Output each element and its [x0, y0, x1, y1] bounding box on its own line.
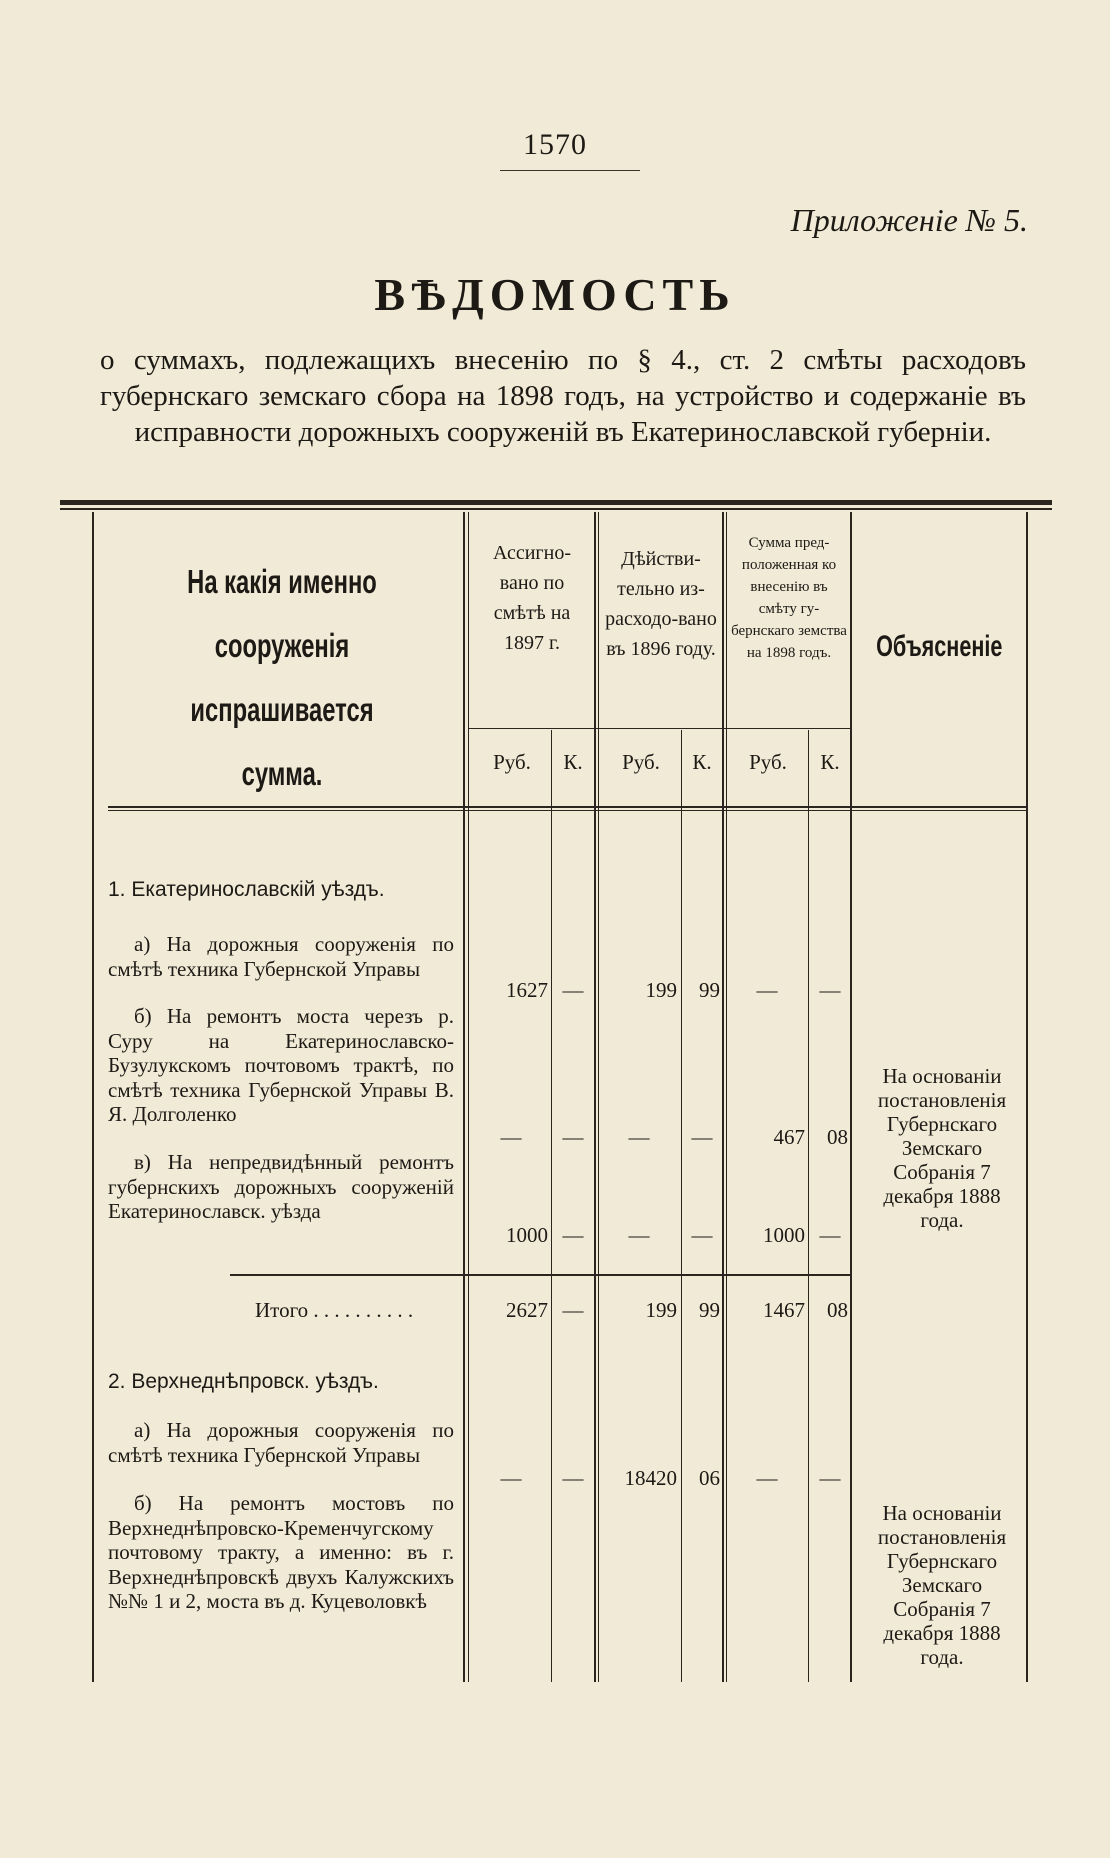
header-rule-thin	[60, 508, 1052, 510]
section-title: 1. Екатеринославскій уѣздъ.	[108, 878, 385, 901]
total-kop-1: —	[562, 1298, 584, 1322]
explanation-text: На основаніи постановленія Губернскаго Земскаго Собранія 7 декабря 1888 года.	[877, 1501, 1007, 1669]
list-item: а) На дорожныя сооруженія по смѣтѣ техника Губернской Управы	[108, 1418, 454, 1467]
header-proposed-1898: Сумма пред-положенная ко внесенію въ смѣту гу-бернскаго земства на 1898 годъ.	[731, 535, 847, 661]
value-kop-3: —	[819, 978, 841, 1002]
value-rub-1: 1000	[506, 1223, 548, 1247]
value-rub-1: 1627	[506, 978, 548, 1002]
page-number-rule	[500, 170, 640, 171]
value-kop-1: —	[562, 1223, 584, 1247]
header-explanation: Объясненіе	[876, 630, 1003, 663]
value-rub-1: —	[500, 1125, 522, 1149]
value-kop-2: —	[691, 1223, 713, 1247]
total-label: Итого . . . . . . . . . .	[255, 1298, 414, 1322]
value-rub-1: —	[500, 1466, 522, 1490]
unit-rub-2: Руб.	[622, 750, 660, 774]
value-kop-3: 08	[827, 1125, 848, 1149]
section-title: 2. Верхнеднѣпровск. уѣздъ.	[108, 1370, 379, 1393]
appendix-label: Приложеніе № 5.	[790, 202, 1028, 238]
list-item: б) На ремонтъ моста черезъ р. Суру на Екатеринославско-Бузулукскомъ почтовомъ трактѣ, по смѣтѣ техника Губернской Управы В. Я. Долголенко	[108, 1004, 454, 1126]
header-structures: На какія именно сооруженія испрашивается сумма.	[187, 563, 377, 792]
unit-kop-2: К.	[692, 750, 712, 774]
header-rule-thick	[60, 500, 1052, 505]
value-rub-2: —	[628, 1125, 650, 1149]
value-kop-3: —	[819, 1466, 841, 1490]
value-kop-3: —	[819, 1223, 841, 1247]
value-rub-3: 1000	[763, 1223, 805, 1247]
value-rub-2: 199	[645, 978, 677, 1002]
document-title: ВѢДОМОСТЬ	[374, 269, 736, 320]
list-item: б) На ремонтъ мостовъ по Верхнеднѣпровско-Кременчугскому почтовому тракту, а именно: въ г. Верхнеднѣпровскѣ двухъ Калужскихъ №№ 1 и 2, моста въ д. Куцеволовкѣ	[108, 1491, 454, 1613]
total-kop-2: 99	[699, 1298, 720, 1322]
header-spent-1896: Дѣйстви-тельно из-расходо-вано въ 1896 году.	[605, 548, 717, 660]
total-rub-3: 1467	[763, 1298, 805, 1322]
value-rub-2: —	[628, 1223, 650, 1247]
value-kop-1: —	[562, 978, 584, 1002]
page-number: 1570	[523, 128, 587, 161]
unit-kop-3: К.	[820, 750, 840, 774]
value-rub-3: 467	[773, 1125, 805, 1149]
list-item: в) На непредвидѣнный ремонтъ губернскихъ дорожныхъ сооруженій Екатеринославск. уѣзда	[108, 1150, 454, 1223]
list-item: а) На дорожныя сооруженія по смѣтѣ техника Губернской Управы	[108, 932, 454, 981]
document-subtitle: о суммахъ, подлежащихъ внесенію по § 4., ст. 2 смѣты расходовъ губернскаго земскаго сбора на 1898 годъ, на устройство и содержаніе въ исправности дорожныхъ сооруженій въ Екатеринославской губерніи.	[100, 344, 1026, 448]
total-rub-2: 199	[645, 1298, 677, 1322]
value-kop-1: —	[562, 1125, 584, 1149]
unit-kop-1: К.	[563, 750, 583, 774]
total-kop-3: 08	[827, 1298, 848, 1322]
value-kop-2: 06	[699, 1466, 720, 1490]
total-rub-1: 2627	[506, 1298, 548, 1322]
value-rub-3: —	[756, 1466, 778, 1490]
header-assigned-1897: Ассигно-вано по смѣтѣ на 1897 г.	[493, 542, 571, 654]
explanation-text: На основаніи постановленія Губернскаго Земскаго Собранія 7 декабря 1888 года.	[877, 1064, 1007, 1232]
value-rub-2: 18420	[624, 1466, 677, 1490]
value-rub-3: —	[756, 978, 778, 1002]
value-kop-2: 99	[699, 978, 720, 1002]
value-kop-1: —	[562, 1466, 584, 1490]
value-kop-2: —	[691, 1125, 713, 1149]
unit-rub-3: Руб.	[749, 750, 787, 774]
unit-rub-1: Руб.	[493, 750, 531, 774]
